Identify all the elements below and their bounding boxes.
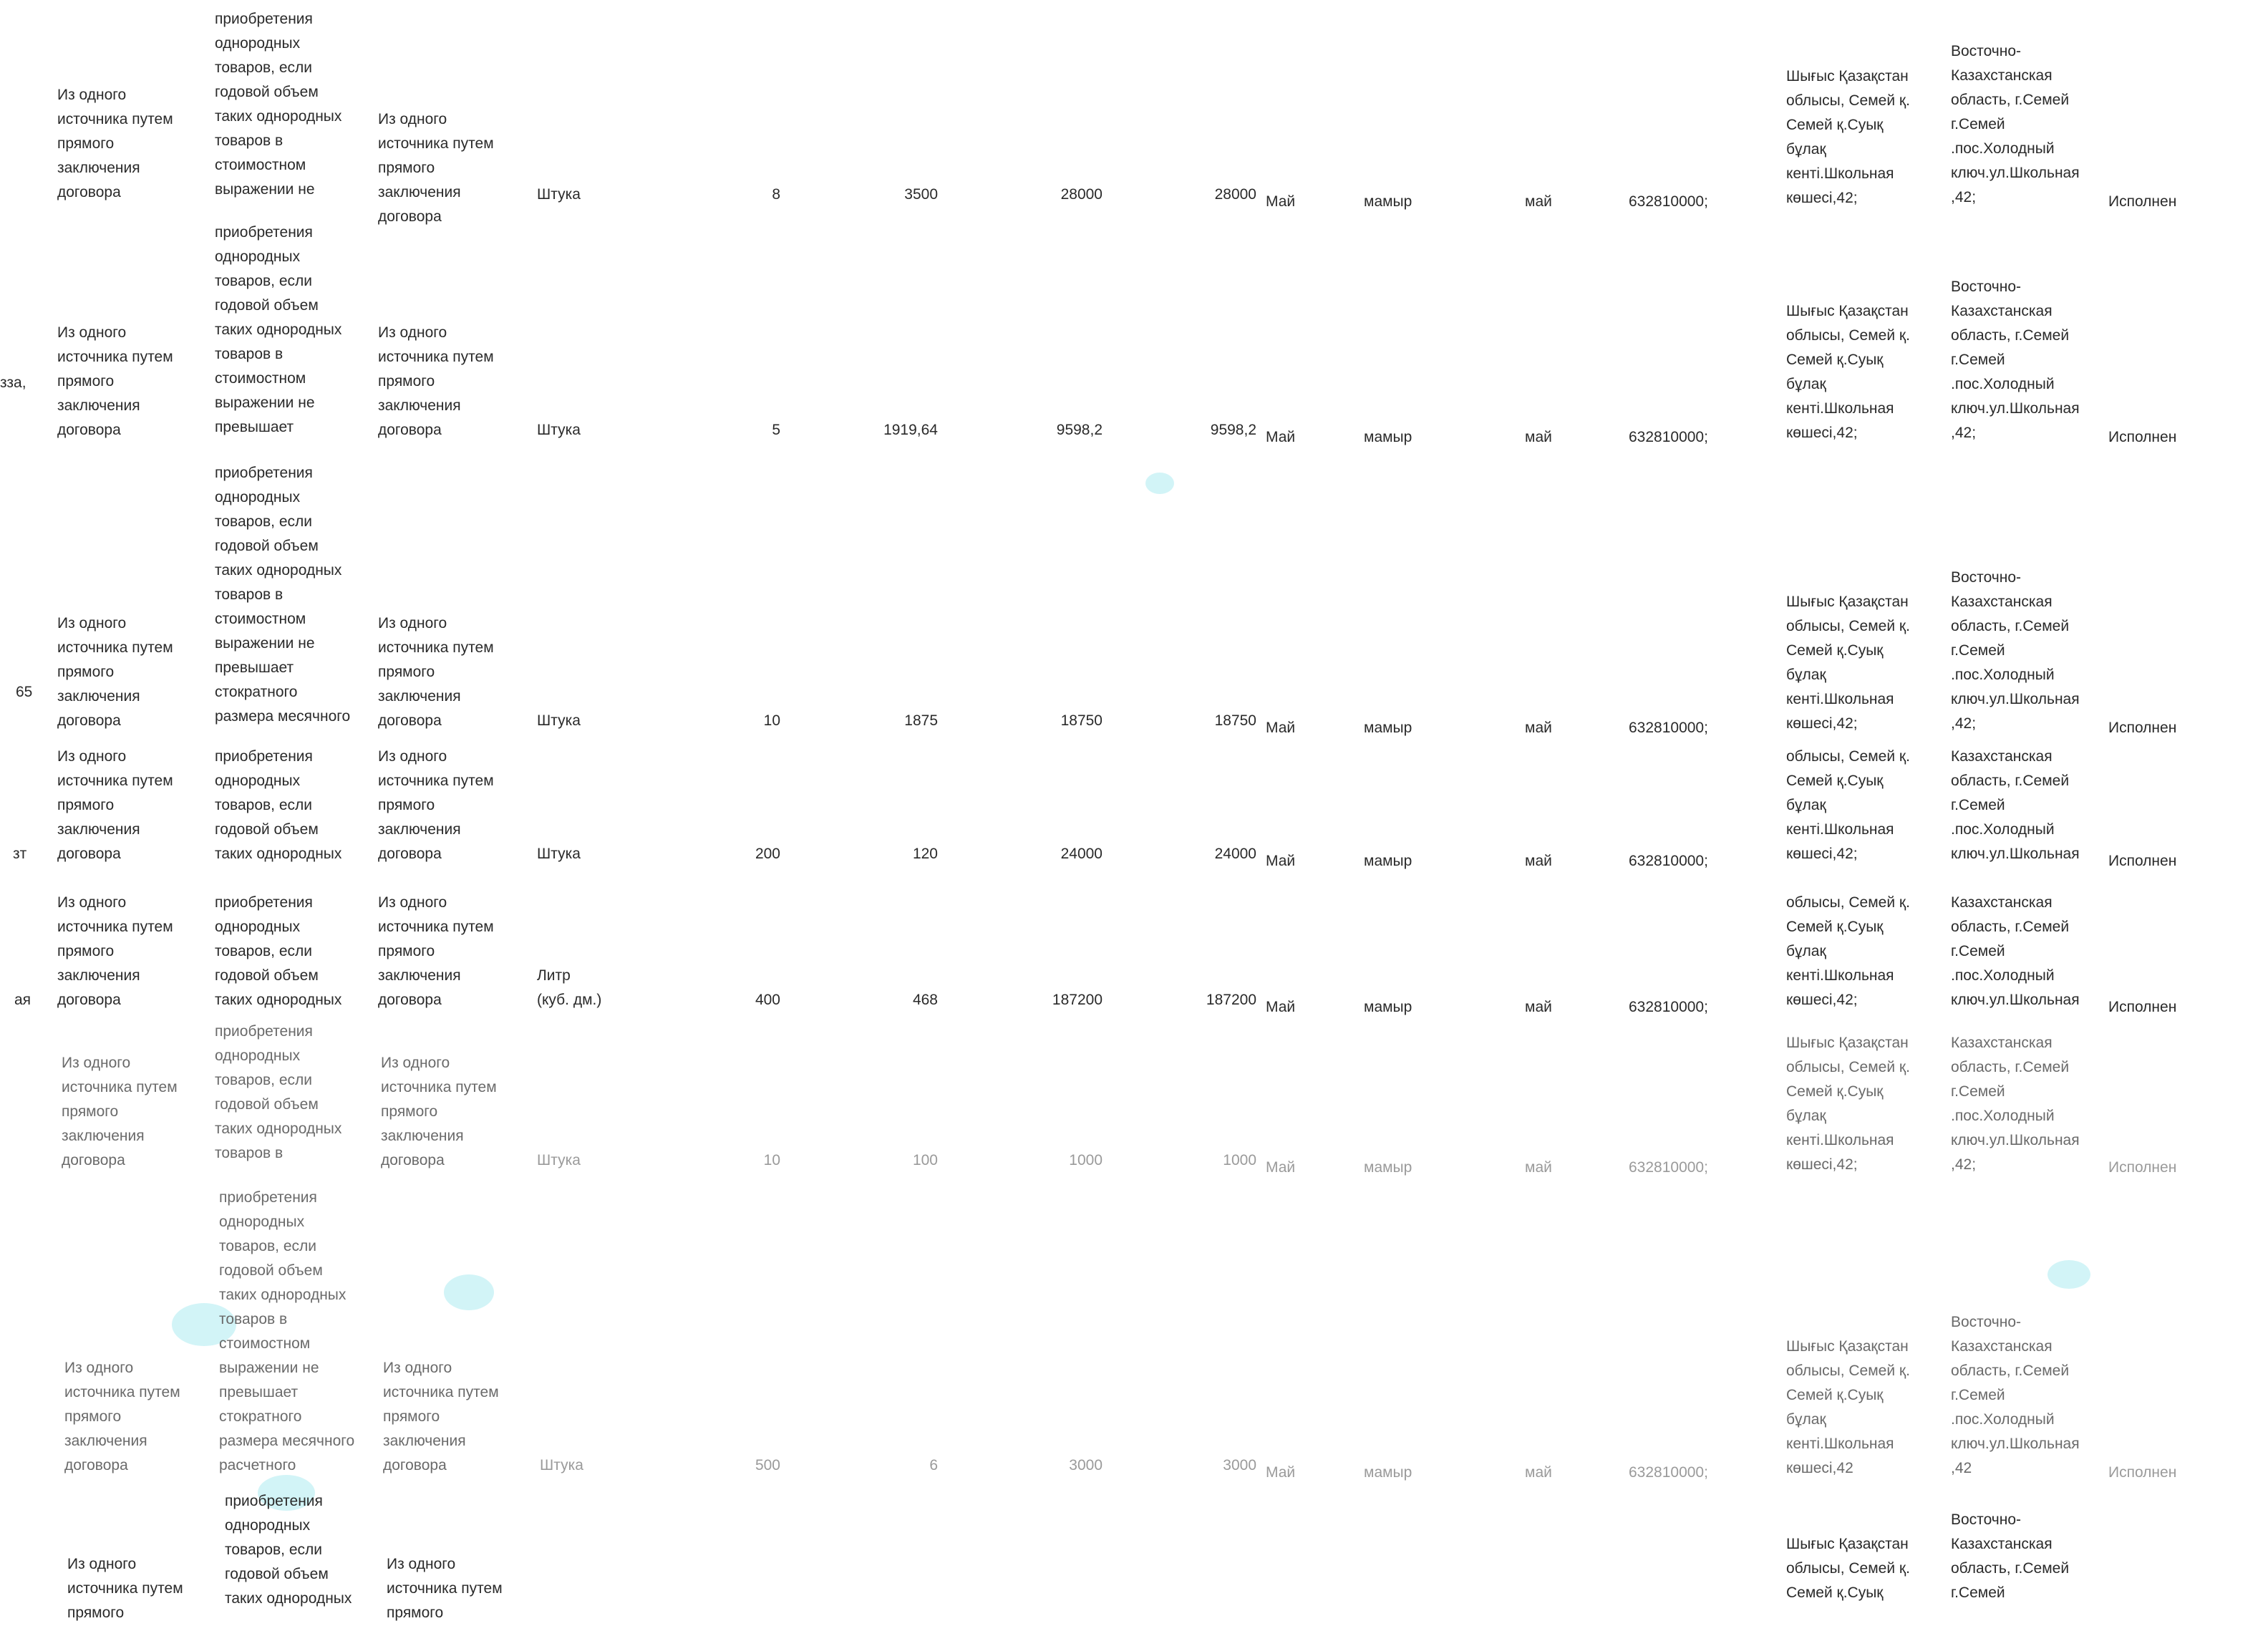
procurement-form-cell: Из одного источника путем прямого заключения договора xyxy=(378,615,494,729)
quantity-cell: 500 xyxy=(755,1457,780,1473)
planned-sum-cell: 187200 xyxy=(1052,992,1102,1008)
clipped-cell: ая xyxy=(14,992,32,1008)
delivery-address-ru-cell: Восточно- Казахстанская область, г.Семей г.Семей xyxy=(1951,1511,2070,1601)
procurement-form-cell: Из одного источника путем прямого заключения договора xyxy=(383,1360,499,1473)
procurement-criteria-cell: приобретения однородных товаров, если годовой объем таких однородных товаров в стоимостном выражении не превышает стократного размера месячного xyxy=(215,465,351,725)
procurement-criteria-cell: приобретения однородных товаров, если годовой объем таких однородных товаров в стоимостном выражении не превышает xyxy=(215,224,342,435)
delivery-address-ru-cell: Восточно- Казахстанская область, г.Семей г.Семей .пос.Холодный ключ.ул.Школьная ,42 xyxy=(1951,1314,2080,1476)
unit-price-cell: 1875 xyxy=(904,712,938,729)
status-cell: Исполнен xyxy=(2108,1159,2177,1176)
planned-sum-cell: 9598,2 xyxy=(1056,422,1102,438)
unit-price-cell: 120 xyxy=(912,846,938,862)
month-ru-lower-cell: май xyxy=(1525,999,1552,1015)
procurement-method-cell: Из одного источника путем прямого заключения договора xyxy=(64,1360,180,1473)
procurement-criteria-cell: приобретения однородных товаров, если годовой объем таких однородных xyxy=(225,1493,352,1607)
month-ru-lower-cell: май xyxy=(1525,193,1552,210)
unit-cell: Штука xyxy=(537,846,581,862)
contract-sum-cell: 18750 xyxy=(1214,712,1256,729)
quantity-cell: 200 xyxy=(755,846,780,862)
month-ru-lower-cell: май xyxy=(1525,429,1552,445)
status-cell: Исполнен xyxy=(2108,853,2177,869)
procurement-criteria-cell: приобретения однородных товаров, если годовой объем таких однородных товаров в xyxy=(215,1023,342,1161)
unit-cell: Штука xyxy=(537,186,581,203)
delivery-address-ru-cell: Восточно- Казахстанская область, г.Семей г.Семей .пос.Холодный ключ.ул.Школьная ,42; xyxy=(1951,569,2080,732)
quantity-cell: 5 xyxy=(772,422,780,438)
month-kz-cell: мамыр xyxy=(1364,853,1412,869)
procurement-form-cell: Из одного источника путем прямого заключения договора xyxy=(378,748,494,862)
unit-price-cell: 1919,64 xyxy=(883,422,938,438)
month-ru-lower-cell: май xyxy=(1525,1464,1552,1481)
planned-sum-cell: 18750 xyxy=(1060,712,1102,729)
unit-price-cell: 468 xyxy=(912,992,938,1008)
procurement-method-cell: Из одного источника путем прямого заключения договора xyxy=(57,894,173,1008)
kato-code-cell: 632810000; xyxy=(1629,999,1708,1015)
unit-cell: Штука xyxy=(540,1457,583,1473)
contract-sum-cell: 3000 xyxy=(1223,1457,1256,1473)
quantity-cell: 10 xyxy=(763,1152,780,1168)
month-kz-cell: мамыр xyxy=(1364,193,1412,210)
kato-code-cell: 632810000; xyxy=(1629,1159,1708,1176)
scan-speckle xyxy=(1145,473,1174,494)
quantity-cell: 8 xyxy=(772,186,780,203)
unit-price-cell: 3500 xyxy=(904,186,938,203)
delivery-address-ru-cell: Казахстанская область, г.Семей г.Семей .пос.Холодный ключ.ул.Школьная xyxy=(1951,894,2080,1008)
contract-sum-cell: 187200 xyxy=(1206,992,1256,1008)
planned-sum-cell: 28000 xyxy=(1060,186,1102,203)
delivery-address-kz-cell: Шығыс Қазақстан облысы, Семей қ. Семей қ.Суық бұлақ кенті.Школьная көшесі,42; xyxy=(1786,594,1910,732)
delivery-address-ru-cell: Восточно- Казахстанская область, г.Семей г.Семей .пос.Холодный ключ.ул.Школьная ,42; xyxy=(1951,279,2080,441)
delivery-address-ru-cell: Казахстанская область, г.Семей г.Семей .пос.Холодный ключ.ул.Школьная xyxy=(1951,748,2080,862)
status-cell: Исполнен xyxy=(2108,1464,2177,1481)
procurement-criteria-cell: приобретения однородных товаров, если годовой объем таких однородных xyxy=(215,894,342,1008)
planned-sum-cell: 3000 xyxy=(1069,1457,1102,1473)
contract-sum-cell: 24000 xyxy=(1214,846,1256,862)
month-ru-cell: Май xyxy=(1266,1159,1296,1176)
procurement-form-cell: Из одного источника путем прямого xyxy=(387,1556,503,1621)
month-ru-cell: Май xyxy=(1266,999,1296,1015)
procurement-form-cell: Из одного источника путем прямого заключения договора xyxy=(378,324,494,438)
month-ru-lower-cell: май xyxy=(1525,1159,1552,1176)
procurement-form-cell: Из одного источника путем прямого заключения договора xyxy=(378,894,494,1008)
delivery-address-kz-cell: Шығыс Қазақстан облысы, Семей қ. Семей қ.Суық бұлақ кенті.Школьная көшесі,42; xyxy=(1786,68,1910,206)
status-cell: Исполнен xyxy=(2108,193,2177,210)
delivery-address-kz-cell: Шығыс Қазақстан облысы, Семей қ. Семей қ.Суық бұлақ кенті.Школьная көшесі,42 xyxy=(1786,1338,1910,1476)
kato-code-cell: 632810000; xyxy=(1629,853,1708,869)
unit-price-cell: 100 xyxy=(912,1152,938,1168)
procurement-method-cell: Из одного источника путем прямого xyxy=(67,1556,183,1621)
delivery-address-kz-cell: Шығыс Қазақстан облысы, Семей қ. Семей қ.Суық бұлақ кенті.Школьная көшесі,42; xyxy=(1786,303,1910,441)
kato-code-cell: 632810000; xyxy=(1629,720,1708,736)
delivery-address-kz-cell: Шығыс Қазақстан облысы, Семей қ. Семей қ.Суық бұлақ кенті.Школьная көшесі,42; xyxy=(1786,1035,1910,1173)
planned-sum-cell: 24000 xyxy=(1060,846,1102,862)
month-ru-cell: Май xyxy=(1266,193,1296,210)
month-ru-lower-cell: май xyxy=(1525,853,1552,869)
month-kz-cell: мамыр xyxy=(1364,1464,1412,1481)
scan-speckle xyxy=(444,1274,494,1310)
status-cell: Исполнен xyxy=(2108,429,2177,445)
month-kz-cell: мамыр xyxy=(1364,1159,1412,1176)
unit-cell: Штука xyxy=(537,422,581,438)
quantity-cell: 10 xyxy=(763,712,780,729)
unit-cell: Штука xyxy=(537,1152,581,1168)
delivery-address-kz-cell: облысы, Семей қ. Семей қ.Суық бұлақ кенті.Школьная көшесі,42; xyxy=(1786,748,1910,862)
clipped-cell: 65 xyxy=(16,684,33,700)
month-kz-cell: мамыр xyxy=(1364,999,1412,1015)
procurement-method-cell: Из одного источника путем прямого заключения договора xyxy=(62,1055,178,1168)
delivery-address-kz-cell: Шығыс Қазақстан облысы, Семей қ. Семей қ.Суық xyxy=(1786,1536,1910,1601)
planned-sum-cell: 1000 xyxy=(1069,1152,1102,1168)
kato-code-cell: 632810000; xyxy=(1629,1464,1708,1481)
contract-sum-cell: 9598,2 xyxy=(1210,422,1256,438)
month-ru-cell: Май xyxy=(1266,429,1296,445)
kato-code-cell: 632810000; xyxy=(1629,429,1708,445)
month-kz-cell: мамыр xyxy=(1364,720,1412,736)
procurement-method-cell: Из одного источника путем прямого заключения договора xyxy=(57,87,173,200)
status-cell: Исполнен xyxy=(2108,999,2177,1015)
clipped-cell: зза, xyxy=(0,374,26,391)
month-kz-cell: мамыр xyxy=(1364,429,1412,445)
procurement-method-cell: Из одного источника путем прямого заключения договора xyxy=(57,324,173,438)
month-ru-cell: Май xyxy=(1266,1464,1296,1481)
procurement-criteria-cell: приобретения однородных товаров, если годовой объем таких однородных товаров в стоимостном выражении не превышает стократного размера месячного расчетного xyxy=(219,1189,355,1473)
procurement-criteria-cell: приобретения однородных товаров, если годовой объем таких однородных товаров в стоимостном выражении не xyxy=(215,11,342,198)
month-ru-cell: Май xyxy=(1266,853,1296,869)
delivery-address-kz-cell: облысы, Семей қ. Семей қ.Суық бұлақ кенті.Школьная көшесі,42; xyxy=(1786,894,1910,1008)
delivery-address-ru-cell: Восточно- Казахстанская область, г.Семей г.Семей .пос.Холодный ключ.ул.Школьная ,42; xyxy=(1951,43,2080,205)
procurement-method-cell: Из одного источника путем прямого заключения договора xyxy=(57,748,173,862)
month-ru-cell: Май xyxy=(1266,720,1296,736)
procurement-form-cell: Из одного источника путем прямого заключения договора xyxy=(381,1055,497,1168)
contract-sum-cell: 28000 xyxy=(1214,186,1256,203)
quantity-cell: 400 xyxy=(755,992,780,1008)
clipped-cell: зт xyxy=(13,846,27,862)
kato-code-cell: 632810000; xyxy=(1629,193,1708,210)
procurement-method-cell: Из одного источника путем прямого заключения договора xyxy=(57,615,173,729)
unit-cell: Литр (куб. дм.) xyxy=(537,967,602,1008)
procurement-criteria-cell: приобретения однородных товаров, если годовой объем таких однородных xyxy=(215,748,342,862)
delivery-address-ru-cell: Казахстанская область, г.Семей г.Семей .пос.Холодный ключ.ул.Школьная ,42; xyxy=(1951,1035,2080,1173)
procurement-form-cell: Из одного источника путем прямого заключения договора xyxy=(378,111,494,225)
unit-price-cell: 6 xyxy=(929,1457,938,1473)
contract-sum-cell: 1000 xyxy=(1223,1152,1256,1168)
status-cell: Исполнен xyxy=(2108,720,2177,736)
scan-speckle xyxy=(2048,1260,2090,1289)
unit-cell: Штука xyxy=(537,712,581,729)
month-ru-lower-cell: май xyxy=(1525,720,1552,736)
